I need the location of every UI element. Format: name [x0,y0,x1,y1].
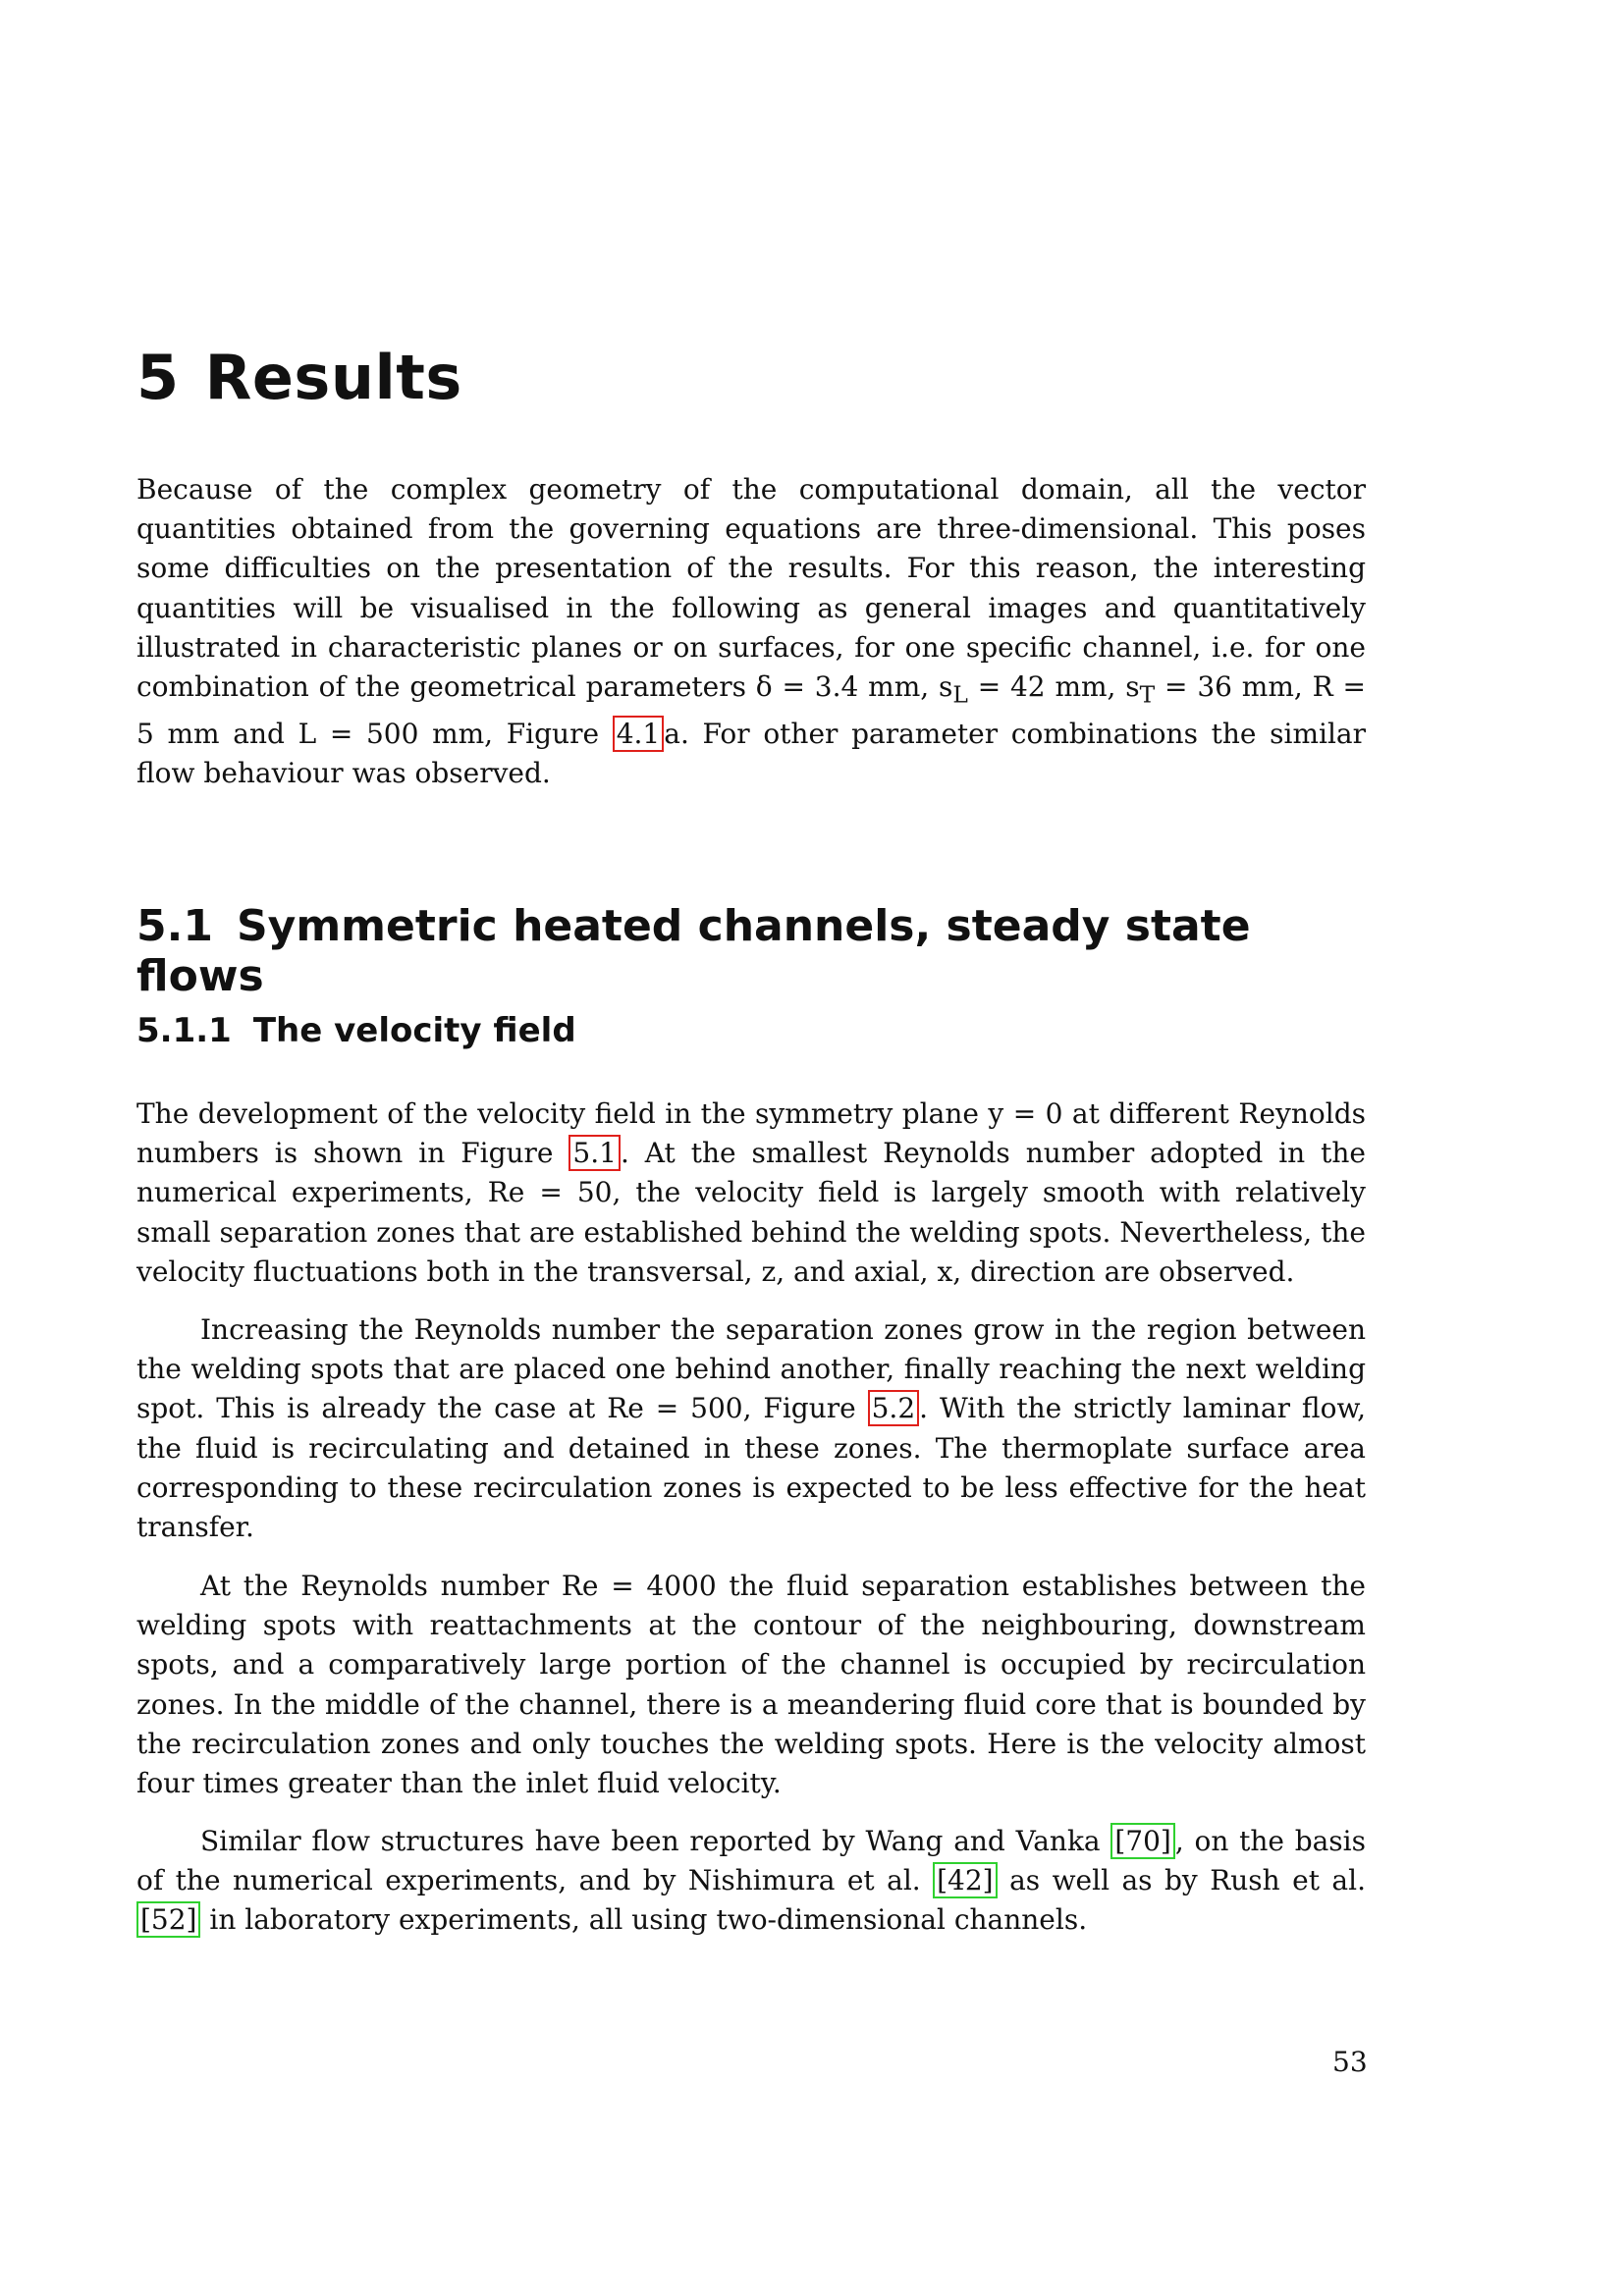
citation-link-70[interactable]: [70] [1110,1823,1174,1859]
figure-link-4-1[interactable]: 4.1 [613,716,665,752]
chapter-number: 5 [136,342,180,413]
intro-paragraph: Because of the complex geometry of the computational domain, all the vector quantities obtained from the governing equations are three-dimensional. This poses some difficulties on the presentation of the results. For this reason, the interesting quantities will be visualised in the following as general images and quantitatively illustrated in characteristic planes or on surfaces, for one specific channel, i.e. for one combination of the geometrical parameters δ = 3.4 mm, $s_L = 42$ mm, $s_T = 36$ mm, R = 5 mm and L = 500 mm, Figure 4.1 a. For other parameter combinations the similar flow behaviour was observed. [136,473,1367,790]
velocity-paragraph-1: The development of the velocity field in the symmetry plane y = 0 at different Reynolds numbers is shown in Figure 5.1 . At the smallest Reynolds number adopted in the numerical experiments, Re = 50, the velocity field is largely smooth with relatively small separation zones that are established behind the welding spots. Nevertheless, the velocity fluctuations both in the transversal, z, and axial, x, direction are observed. [136,1097,1366,1288]
subsection-title [136,1011,576,1050]
subsection-number: 5.1.1 [136,1011,232,1050]
velocity-paragraph-3: At the Reynolds number Re = 4000 the fluid separation establishes between the welding spots with reattachments at the contour of the neighbouring, downstream spots, and a comparatively large portion of the channel is occupied by recirculation zones. In the middle of the channel, there is a meandering fluid core that is bounded by the recirculation zones and only touches the welding spots. Here is the velocity almost four times greater than the inlet fluid velocity. [136,1570,1366,1800]
section-number: 5.1 [136,901,213,951]
figure-link-5-2[interactable]: 5.2 [868,1390,920,1426]
citation-link-42[interactable]: [42] [933,1862,997,1898]
section-title-text: Symmetric heated channels, steady state flows [136,901,1251,1001]
chapter-title-text: Results [204,342,462,413]
velocity-paragraph-2: Increasing the Reynolds number the separation zones grow in the region between the welding spots that are placed one behind another, finally reaching the next welding spot. This is already the case at Re = 500, Figure 5.2 . With the strictly laminar flow, the fluid is recirculating and detained in these zones. The thermoplate surface area corresponding to these recirculation zones is expected to be less effective for the heat transfer. [136,1313,1366,1544]
page-number: 53 [1332,2046,1368,2078]
figure-link-5-1[interactable]: 5.1 [568,1135,621,1171]
subsection-title-text: The velocity field [252,1011,576,1050]
section-title [136,901,1366,1001]
chapter-title [136,342,462,413]
citation-link-52[interactable]: [52] [136,1901,200,1938]
velocity-paragraph-4: Similar flow structures have been reported by Wang and Vanka [70] , on the basis of the numerical experiments, and by Nishimura et al. [42] as well as by Rush et al. [52] in laboratory experiments, all using two-dimensional channels. [136,1825,1367,1937]
